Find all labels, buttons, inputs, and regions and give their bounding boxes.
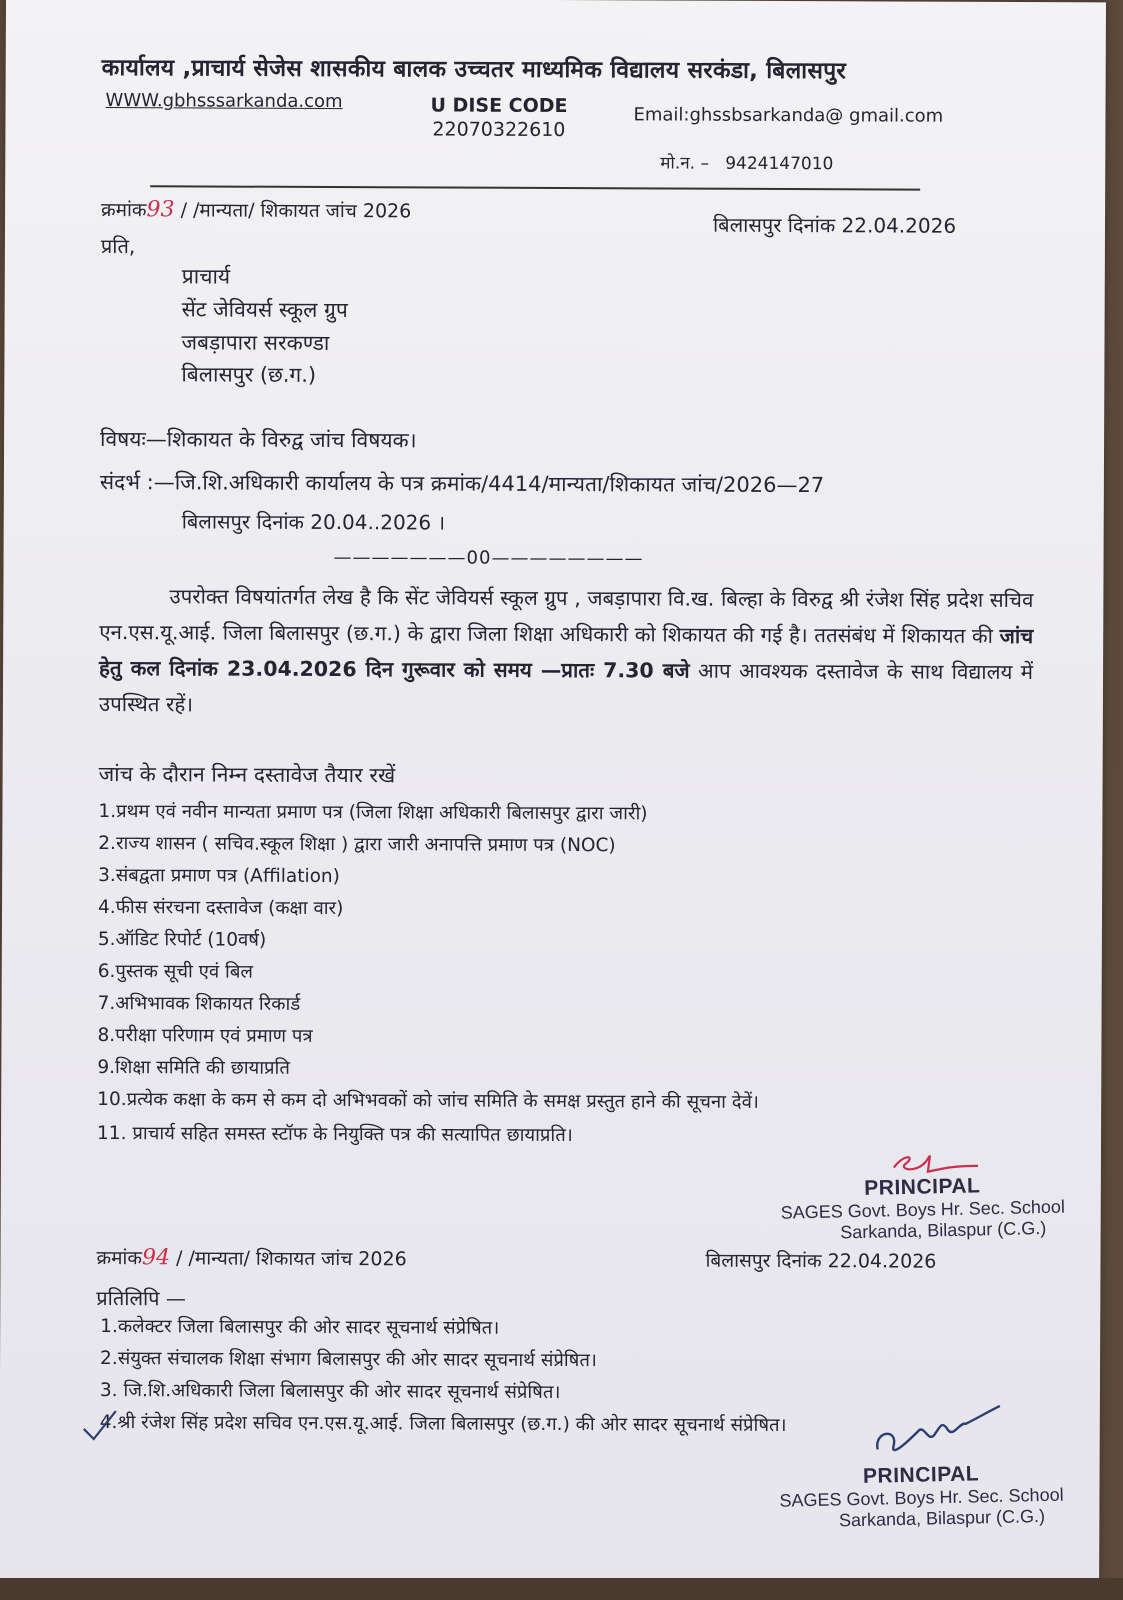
recipient-line: सेंट जेवियर्स स्कूल ग्रुप: [181, 297, 348, 323]
mobile-number: 9424147010: [725, 153, 834, 175]
tick-mark: [80, 1403, 120, 1443]
copy-number-handwritten: 94: [141, 1245, 171, 1271]
letterhead-website: WWW.gbhsssarkanda.com: [105, 90, 343, 113]
list-item: 3. जि.शि.अधिकारी जिला बिलासपुर की ओर सादर सूचनार्थ संप्रेषित।: [99, 1380, 561, 1404]
list-item: 5.ऑडिट रिपोर्ट (10वर्ष): [97, 929, 267, 951]
copy-letter-number: [96, 1244, 406, 1271]
udise-code: 22070322610: [432, 118, 566, 142]
recipient-line: प्राचार्य: [181, 264, 231, 289]
letter-number: [101, 196, 411, 223]
list-item: 7.अभिभावक शिकायत रिकार्ड: [97, 993, 301, 1015]
letter-reference-date: बिलासपुर दिनांक 20.04..2026 ।: [181, 509, 446, 535]
letter-number-rest: / /मान्यता/ शिकायत जांच 2026: [180, 199, 412, 223]
documents-heading: जांच के दौरान निम्न दस्तावेज तैयार रखें: [98, 762, 396, 788]
copy-number-rest: / /मान्यता/ शिकायत जांच 2026: [175, 1247, 407, 1271]
recipient-line: बिलासपुर (छ.ग.): [181, 362, 317, 387]
body-text-end: आप आवश्यक दस्तावेज के साथ विद्यालय में उपस्थित रहें।: [98, 658, 1034, 717]
letter-body: [99, 578, 1034, 726]
letter-subject: विषयः—शिकायत के विरुद्व जांच विषयक।: [100, 427, 417, 453]
list-item: 3.संबद्वता प्रमाण पत्र (Affilation): [98, 865, 340, 888]
table-surface: [0, 1578, 1123, 1600]
stamp-line: Sarkanda, Bilaspur (C.G.): [840, 1217, 1047, 1243]
letter-place-date: बिलासपुर दिनांक 22.04.2026: [712, 212, 957, 238]
copy-place-date: बिलासपुर दिनांक 22.04.2026: [705, 1249, 937, 1273]
udise-block: [430, 93, 567, 142]
list-item: 1.प्रथम एवं नवीन मान्यता प्रमाण पत्र (जिला शिक्षा अधिकारी बिलासपुर द्वारा जारी): [98, 801, 648, 825]
letterhead-title: कार्यालय ,प्राचार्य सेजेस शासकीय बालक उच्चतर माध्यमिक विद्यालय सरकंडा, बिलासपुर: [101, 55, 847, 85]
list-item: 1.कलेक्टर जिला बिलासपुर की ओर सादर सूचनार्थ संप्रेषित।: [100, 1316, 500, 1339]
stamp-title: PRINCIPAL: [862, 1462, 980, 1488]
stamp-title: PRINCIPAL: [864, 1174, 981, 1200]
list-item: 2.संयुक्त संचालक शिक्षा संभाग बिलासपुर की ओर सादर सूचनार्थ संप्रेषित।: [100, 1348, 597, 1372]
list-item: 2.राज्य शासन ( सचिव.स्कूल शिक्षा ) द्वारा जारी अनापत्ति प्रमाण पत्र (NOC): [98, 833, 616, 857]
letterhead-email: Email:ghssbsarkanda@ gmail.com: [633, 104, 944, 127]
principal-stamp: [779, 1461, 1064, 1533]
principal-stamp: [780, 1173, 1065, 1245]
body-text: उपरोक्त विषयांतर्गत लेख है कि सेंट जेवियर्स स्कूल ग्रुप , जबड़ापारा वि.ख. बिल्हा के विरुद्व श्री रंजेश सिंह प्रदेश सचिव एन.एस.यू.आई. जिला बिलासपुर (छ.ग.) के द्वारा जिला शिक्षा अधिकारी को शिकायत की गई है। ततसंबंध में शिकायत की: [99, 584, 1034, 648]
list-item: 8.परीक्षा परिणाम एवं प्रमाण पत्र: [97, 1025, 313, 1047]
body-bold-text: जांच हेतु कल दिनांक 23.04.2026 दिन गुरूवार को समय —प्रातः 7.30 बजे: [99, 623, 1034, 683]
list-item: 11. प्राचार्य सहित समस्त स्टॉफ के नियुक्ति पत्र की सत्यापित छायाप्रति।: [97, 1123, 573, 1147]
header-divider: [150, 185, 920, 190]
udise-label: U DISE CODE: [430, 94, 568, 118]
mobile-label: मो.न. –: [660, 153, 710, 174]
recipient-prefix: प्रति,: [100, 234, 136, 259]
copy-list: [100, 1311, 787, 1442]
copy-heading: प्रतिलिपि —: [96, 1286, 186, 1311]
list-item: 6.पुस्तक सूची एवं बिल: [97, 961, 254, 983]
letter-number-handwritten: 93: [146, 197, 175, 223]
copy-number-label: क्रमांक: [96, 1247, 143, 1270]
stamp-line: Sarkanda, Bilaspur (C.G.): [838, 1505, 1046, 1531]
list-item: 9.शिक्षा समिति की छायाप्रति: [97, 1057, 290, 1079]
list-item: 4.श्री रंजेश सिंह प्रदेश सचिव एन.एस.यू.आई. जिला बिलासपुर (छ.ग.) की ओर सादर सूचनार्थ संप्रेषित।: [99, 1412, 787, 1437]
recipient-line: जबड़ापारा सरकण्डा: [181, 330, 330, 356]
letter-number-label: क्रमांक: [101, 199, 147, 222]
list-item: 10.प्रत्येक कक्षा के कम से कम दो अभिभवकों को जांच समिति के समक्ष प्रस्तुत हाने की सूचना देवें।: [97, 1089, 759, 1113]
documents-list: [97, 796, 979, 1154]
stamp-line: SAGES Govt. Boys Hr. Sec. School: [780, 1196, 1066, 1223]
list-item: 4.फीस संरचना दस्तावेज (कक्षा वार): [97, 897, 344, 920]
stamp-line: SAGES Govt. Boys Hr. Sec. School: [779, 1484, 1064, 1511]
separator: ———————00————————: [333, 547, 644, 570]
letterhead-mobile: [660, 150, 833, 174]
letter-reference: संदर्भ :—जि.शि.अधिकारी कार्यालय के पत्र क्रमांक/4414/मान्यता/शिकायत जांच/2026—27: [99, 470, 825, 498]
